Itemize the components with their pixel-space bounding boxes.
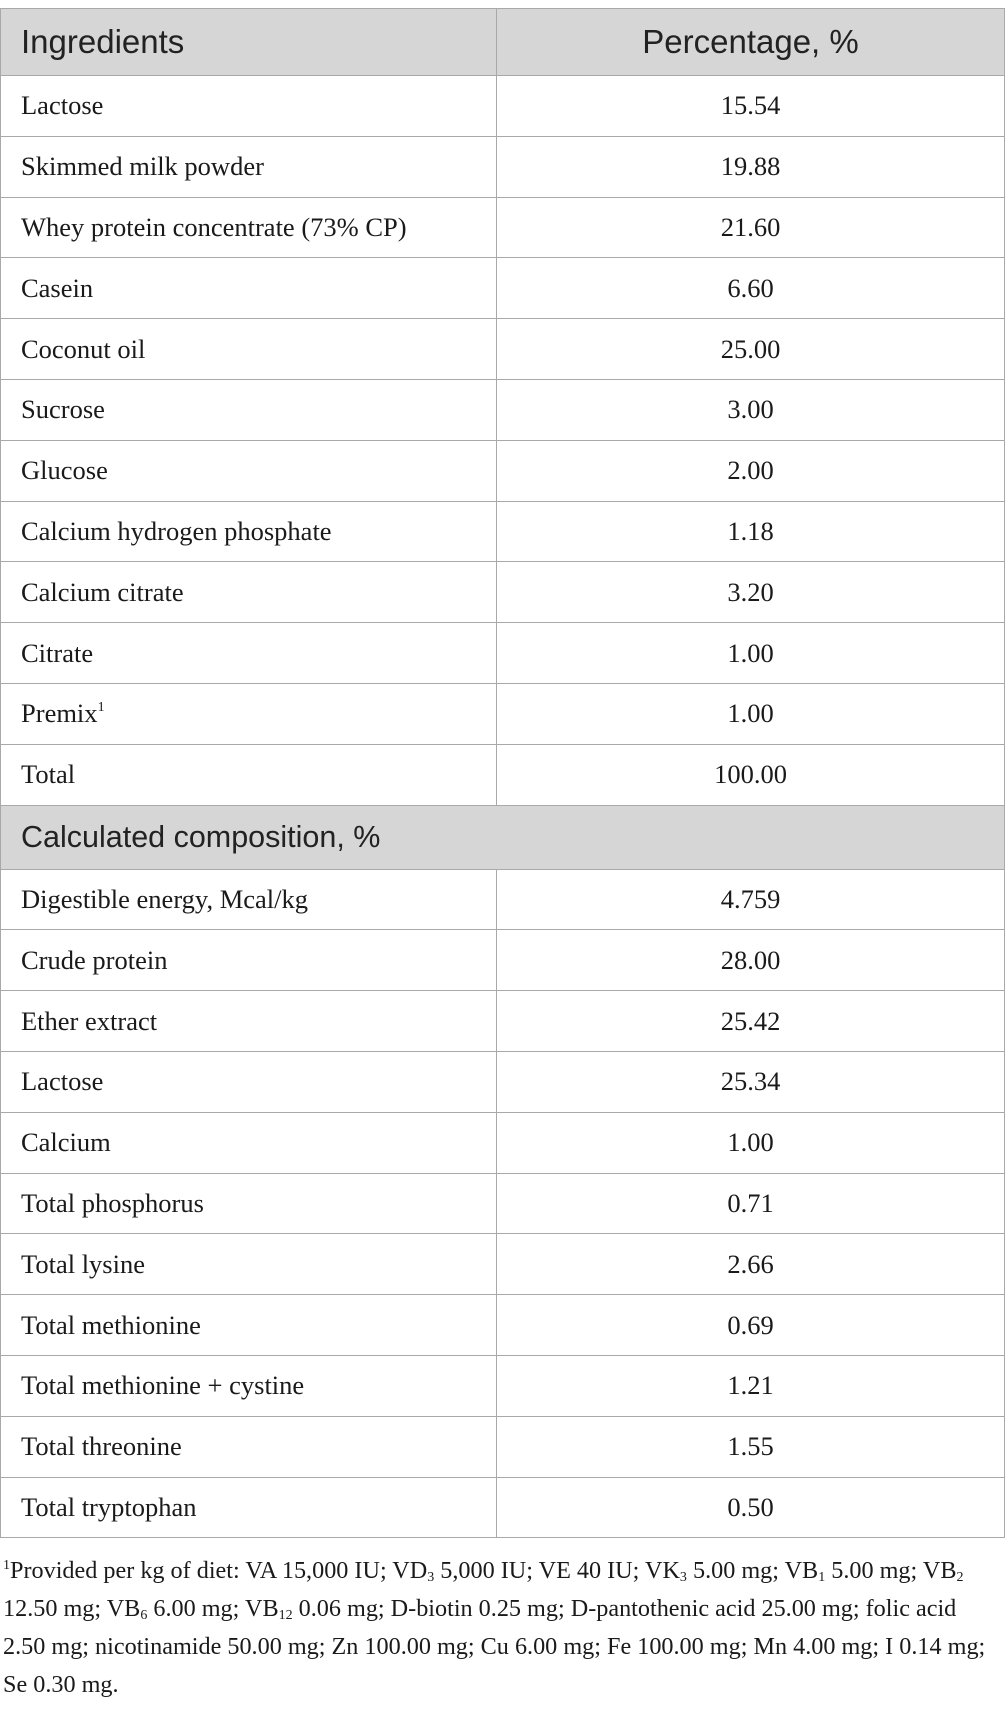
composition-name: Total phosphorus — [1, 1173, 497, 1234]
ingredient-name: Sucrose — [1, 379, 497, 440]
table-row — [1, 991, 1005, 1052]
header-percentage: Percentage, % — [497, 9, 1005, 76]
table-row — [1, 440, 1005, 501]
table-row — [1, 197, 1005, 258]
composition-value: 1.55 — [497, 1416, 1005, 1477]
composition-name: Total threonine — [1, 1416, 497, 1477]
footnote-text: 5.00 mg; VB — [686, 1557, 819, 1585]
ingredient-value: 1.18 — [497, 501, 1005, 562]
ingredient-value: 3.20 — [497, 562, 1005, 623]
ingredient-value: 6.60 — [497, 258, 1005, 319]
ingredient-value: 2.00 — [497, 440, 1005, 501]
composition-name: Lactose — [1, 1051, 497, 1112]
footnote-sub: 3 — [679, 1570, 687, 1586]
premix-label: Premix — [21, 698, 98, 729]
table-row — [1, 76, 1005, 137]
table-row — [1, 1234, 1005, 1295]
table-row — [1, 1416, 1005, 1477]
ingredient-name: Citrate — [1, 623, 497, 684]
table-row — [1, 319, 1005, 380]
footnote-sub: 3 — [427, 1570, 435, 1586]
ingredient-value: 25.00 — [497, 319, 1005, 380]
table-row — [1, 258, 1005, 319]
ingredient-name: Whey protein concentrate (73% CP) — [1, 197, 497, 258]
table-row — [1, 1295, 1005, 1356]
table-row — [1, 136, 1005, 197]
ingredient-value: 3.00 — [497, 379, 1005, 440]
composition-name: Total methionine — [1, 1295, 497, 1356]
composition-value: 0.71 — [497, 1173, 1005, 1234]
table-row — [1, 930, 1005, 991]
composition-value: 2.66 — [497, 1234, 1005, 1295]
composition-name: Total lysine — [1, 1234, 497, 1295]
table-row — [1, 869, 1005, 930]
composition-value: 1.00 — [497, 1112, 1005, 1173]
composition-value: 0.69 — [497, 1295, 1005, 1356]
footnote-text: 0.06 mg; D-biotin 0.25 mg; D-pantothenic acid 25.00 mg; folic acid 2.50 mg; nicotinamide 50.00 mg; Zn 100.00 mg; Cu 6.00 mg; Fe 100.00 mg; Mn 4.00 mg; I 0.14 mg; Se 0.30 mg. — [3, 1595, 986, 1699]
footnote-sub: 2 — [956, 1570, 964, 1586]
table-row — [1, 1112, 1005, 1173]
composition-value: 25.42 — [497, 991, 1005, 1052]
footnote-lead: Provided per kg of diet: VA 15,000 IU; VD — [10, 1557, 428, 1585]
ingredient-value: 1.00 — [497, 623, 1005, 684]
ingredient-name: Calcium hydrogen phosphate — [1, 501, 497, 562]
table-row — [1, 1355, 1005, 1416]
ingredient-name: Glucose — [1, 440, 497, 501]
footnote-marker: 1 — [97, 700, 105, 716]
composition-name: Crude protein — [1, 930, 497, 991]
ingredient-value: 15.54 — [497, 76, 1005, 137]
footnote-sub: 1 — [818, 1570, 826, 1586]
footnote-text: 12.50 mg; VB — [3, 1595, 141, 1623]
ingredient-name: Lactose — [1, 76, 497, 137]
section-title: Calculated composition, % — [1, 805, 1005, 869]
ingredient-name: Total — [1, 744, 497, 805]
composition-value: 0.50 — [497, 1477, 1005, 1538]
diet-composition-table — [0, 8, 1005, 1538]
header-ingredients: Ingredients — [1, 9, 497, 76]
table-footnote — [0, 1538, 1005, 1704]
table-row — [1, 1051, 1005, 1112]
composition-name: Ether extract — [1, 991, 497, 1052]
ingredient-name: Calcium citrate — [1, 562, 497, 623]
ingredient-name: Casein — [1, 258, 497, 319]
table-header-row — [1, 9, 1005, 76]
section-header-row — [1, 805, 1005, 869]
table-row — [1, 501, 1005, 562]
table-row — [1, 683, 1005, 744]
footnote-text: 5,000 IU; VE 40 IU; VK — [434, 1557, 680, 1585]
ingredient-name-premix — [1, 683, 497, 744]
ingredient-value: 100.00 — [497, 744, 1005, 805]
footnote-sub: 12 — [278, 1608, 293, 1624]
table-row-total — [1, 744, 1005, 805]
ingredient-name: Coconut oil — [1, 319, 497, 380]
footnote-text: 6.00 mg; VB — [147, 1595, 279, 1623]
table-row — [1, 379, 1005, 440]
composition-value: 1.21 — [497, 1355, 1005, 1416]
table-row — [1, 1477, 1005, 1538]
footnote-sub: 6 — [140, 1608, 148, 1624]
ingredient-value: 21.60 — [497, 197, 1005, 258]
ingredient-value: 19.88 — [497, 136, 1005, 197]
table-row — [1, 623, 1005, 684]
composition-value: 4.759 — [497, 869, 1005, 930]
table-row — [1, 1173, 1005, 1234]
table-row — [1, 562, 1005, 623]
composition-name: Total methionine + cystine — [1, 1355, 497, 1416]
footnote-text: 5.00 mg; VB — [825, 1557, 957, 1585]
footnote-mark: 1 — [3, 1558, 10, 1574]
composition-value: 25.34 — [497, 1051, 1005, 1112]
ingredient-value: 1.00 — [497, 683, 1005, 744]
ingredient-name: Skimmed milk powder — [1, 136, 497, 197]
composition-value: 28.00 — [497, 930, 1005, 991]
composition-name: Total tryptophan — [1, 1477, 497, 1538]
table-container — [0, 8, 1005, 1704]
composition-name: Calcium — [1, 1112, 497, 1173]
composition-name: Digestible energy, Mcal/kg — [1, 869, 497, 930]
